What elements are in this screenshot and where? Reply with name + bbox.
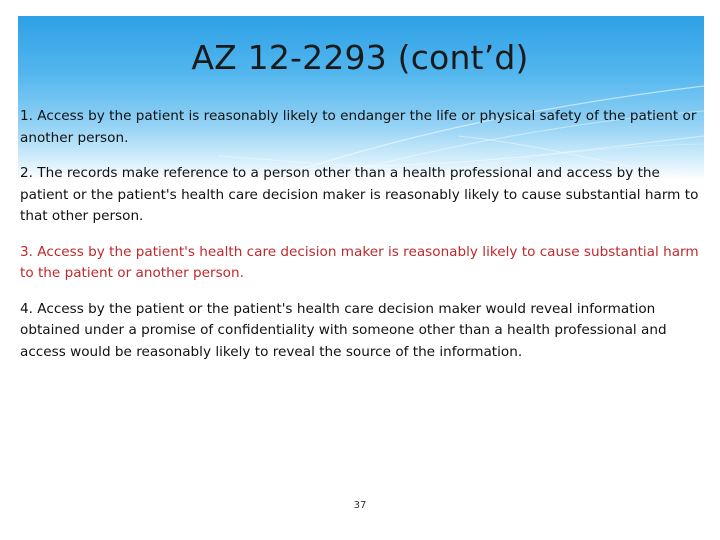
list-item-1: 1. Access by the patient is reasonably likely to endanger the life or physical safety of the patient or another person. bbox=[20, 108, 697, 146]
list-item-4: 4. Access by the patient or the patient's health care decision maker would reveal information obtained under a promise of confidentiality with someone other than a health professional and access would be reasonably likely to reveal the source of the information. bbox=[20, 300, 667, 360]
slide-title: AZ 12-2293 (cont’d) bbox=[191, 38, 529, 77]
page-number: 37 bbox=[353, 500, 367, 511]
content-list bbox=[20, 106, 710, 377]
list-item-2: 2. The records make reference to a person other than a health professional and access by the patient or the patient's health care decision maker is reasonably likely to cause substantial harm to that other person. bbox=[20, 165, 699, 224]
list-item-3: 3. Access by the patient's health care decision maker is reasonably likely to cause substantial harm to the patient or another person. bbox=[20, 243, 699, 281]
